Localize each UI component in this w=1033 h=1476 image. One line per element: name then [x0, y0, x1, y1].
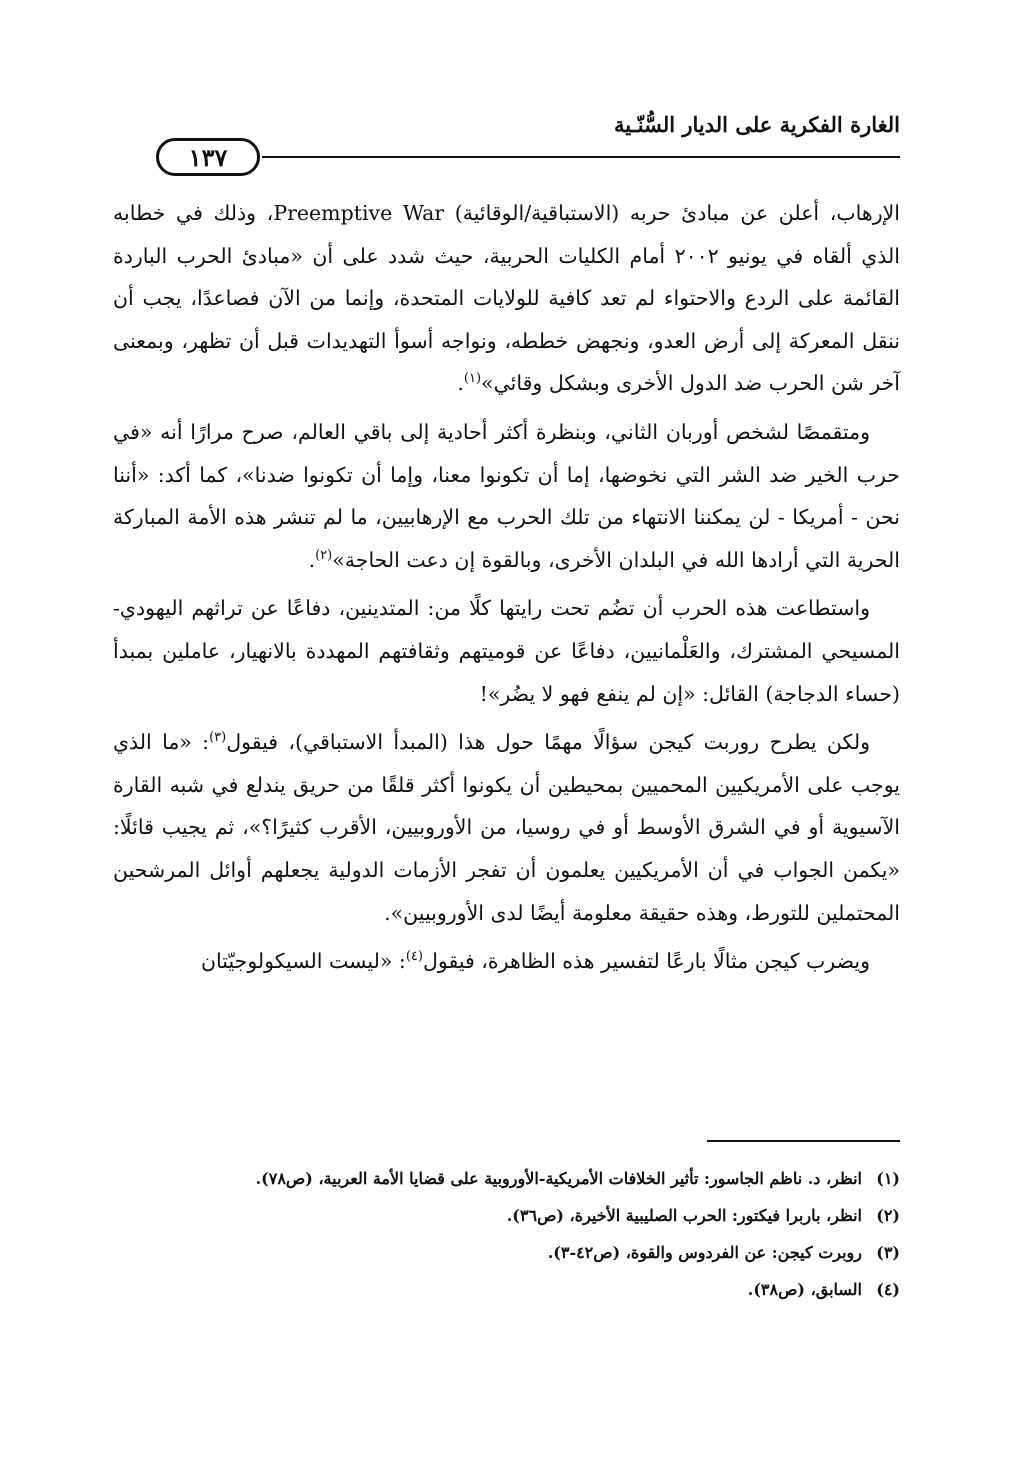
paragraph-5 [113, 940, 900, 983]
footnotes [113, 1160, 900, 1308]
footnote-text: السابق، (ص٣٨). [747, 1280, 862, 1299]
paragraph-end: . [457, 371, 464, 396]
footnote-number: (١) [876, 1169, 900, 1188]
page-number: ١٣٧ [156, 138, 260, 176]
footnote-number: (٣) [876, 1243, 900, 1262]
footnote-ref: (٢) [315, 547, 333, 563]
running-header-title: الغارة الفكرية على الديار السُّنّـية [614, 112, 900, 137]
footnote-number: (٢) [876, 1206, 900, 1225]
paragraph-text-after: : «ما الذي يوجب على الأمريكيين المحميين بمحيطين أن يكونوا أكثر قلقًا من حريق يندلع في شبه القارة الآسيوية أو في الشرق الأوسط أو في روسيا، من الأوروبيين، الأقرب كثيرًا؟»، ثم يجيب قائلًا: «يكمن الجواب في أن الأمريكيين يعلمون أن تفجر الأزمات الدولية يجعلهم أوائل المرشحين المحتملين للتورط، وهذه حقيقة معلومة أيضًا لدى الأوروبيين». [113, 730, 900, 925]
paragraph-1 [113, 192, 900, 405]
header-rule [262, 156, 900, 158]
main-text [113, 192, 900, 989]
footnote-item [113, 1234, 900, 1271]
footnote-number: (٤) [876, 1280, 900, 1299]
footnote-ref: (٤) [405, 949, 423, 965]
paragraph-text-before: ولكن يطرح روربت كيجن سؤالًا مهمًا حول هذا (المبدأ الاستباقي)، فيقول [226, 730, 870, 755]
footnote-item [113, 1271, 900, 1308]
paragraph-3 [113, 587, 900, 715]
paragraph-text: ومتقمصًا لشخص أوربان الثاني، وبنظرة أكثر أحادية إلى باقي العالم، صرح مرارًا أنه «في حرب الخير ضد الشر التي نخوضها، إما أن تكونوا معنا، وإما أن تكونوا ضدنا»، كما أكد: «أننا نحن - أمريكا - لن يمكننا الانتهاء من تلك الحرب مع الإرهابيين، ما لم تنشر هذه الأمة المباركة الحرية التي أرادها الله في البلدان الأخرى، وبالقوة إن دعت الحاجة» [113, 419, 900, 572]
paragraph-text: واستطاعت هذه الحرب أن تضُم تحت رايتها كلًا من: المتدينين، دفاعًا عن تراثهم اليهودي-المسيحي المشترك، والعَلْمانيين، دفاعًا عن قوميتهم وثقافتهم المهددة بالانهيار، عاملين بمبدأ (حساء الدجاجة) القائل: «إن لم ينفع فهو لا يضُر»! [113, 596, 900, 706]
footnote-text: روبرت كيجن: عن الفردوس والقوة، (ص٤٢-٣). [547, 1243, 862, 1262]
footnote-ref: (١) [463, 371, 482, 387]
paragraph-end: . [308, 547, 316, 572]
paragraph-text: الإرهاب، أعلن عن مبادئ حربه (الاستباقية/الوقائية) Preemptive War، وذلك في خطابه الذي ألقاه في يونيو ٢٠٠٢ أمام الكليات الحربية، حيث شدد على أن «مبادئ الحرب الباردة القائمة على الردع والاحتواء لم تعد كافية للولايات المتحدة، وإنما من الآن فصاعدًا، يجب أن ننقل المعركة إلى أرض العدو، ونجهض خططه، ونواجه أسوأ التهديدات قبل أن تظهر، وبمعنى آخر شن الحرب ضد الدول الأخرى وبشكل وقائي» [113, 201, 901, 396]
paragraph-text-after: : «ليست السيكولوجيّتان [200, 949, 406, 974]
footnote-text: انظر، د. ناظم الجاسور: تأثير الخلافات الأمريكية-الأوروبية على قضايا الأمة العربية، (ص٧٨). [255, 1169, 862, 1188]
paragraph-4 [113, 721, 900, 934]
footnote-separator [707, 1140, 900, 1142]
paragraph-2 [113, 411, 900, 581]
footnote-ref: (٣) [209, 730, 227, 746]
footnote-item [113, 1160, 900, 1197]
paragraph-text-before: ويضرب كيجن مثالًا بارعًا لتفسير هذه الظاهرة، فيقول [422, 949, 870, 974]
footnote-text: انظر، باربرا فيكتور: الحرب الصليبية الأخيرة، (ص٣٦). [506, 1206, 862, 1225]
footnote-item [113, 1197, 900, 1234]
